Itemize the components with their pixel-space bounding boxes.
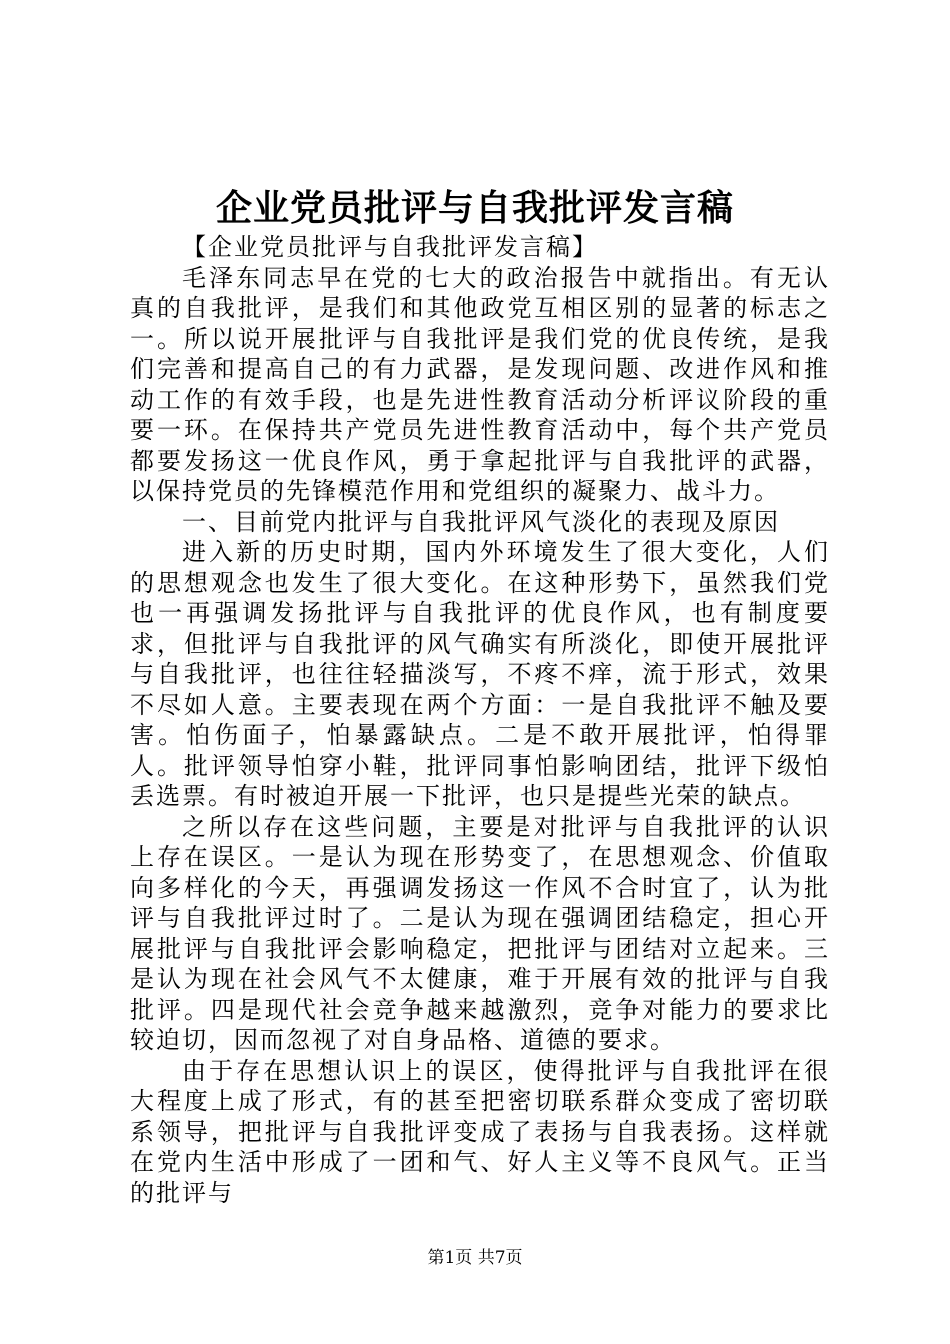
- page-number: 第1页 共7页: [427, 1248, 523, 1268]
- document-title: 企业党员批评与自我批评发言稿: [215, 187, 734, 229]
- paragraph-intro: 毛泽东同志早在党的七大的政治报告中就指出。有无认真的自我批评，是我们和其他政党互相区别的显著的标志之一。所以说开展批评与自我批评是我们党的优良传统，是我们完善和提高自己的有力武器，是发现问题、改进作风和推动工作的有效手段，也是先进性教育活动分析评议阶段的重要一环。在保持共产党员先进性教育活动中，每个共产党员都要发扬这一优良作风，勇于拿起批评与自我批评的武器，以保持党员的先锋模范作用和党组织的凝聚力、战斗力。: [130, 263, 830, 505]
- paragraph-misconceptions: 之所以存在这些问题，主要是对批评与自我批评的认识上存在误区。一是认为现在形势变了，在思想观念、价值取向多样化的今天，再强调发扬这一作风不合时宜了，认为批评与自我批评过时了。二是认为现在强调团结稳定，担心开展批评与自我批评会影响稳定，把批评与团结对立起来。三是认为现在社会风气不太健康，难于开展有效的批评与自我批评。四是现代社会竞争越来越激烈，竞争对能力的要求比较迫切，因而忽视了对自身品格、道德的要求。: [130, 812, 830, 1054]
- paragraph-new-era: 进入新的历史时期，国内外环境发生了很大变化，人们的思想观念也发生了很大变化。在这种形势下，虽然我们党也一再强调发扬批评与自我批评的优良作风，也有制度要求，但批评与自我批评的风气确实有所淡化，即使开展批评与自我批评，也往往轻描淡写，不疼不痒，流于形式，效果不尽如人意。主要表现在两个方面：一是自我批评不触及要害。怕伤面子，怕暴露缺点。二是不敢开展批评，怕得罪人。批评领导怕穿小鞋，批评同事怕影响团结，批评下级怕丢选票。有时被迫开展一下批评，也只是提些光荣的缺点。: [130, 538, 830, 810]
- section-heading-1: 一、目前党内批评与自我批评风气淡化的表现及原因: [182, 507, 780, 536]
- document-body: [130, 232, 830, 1208]
- paragraph-consequences: 由于存在思想认识上的误区，使得批评与自我批评在很大程度上成了形式，有的甚至把密切联系群众变成了密切联系领导，把批评与自我批评变成了表扬与自我表扬。这样就在党内生活中形成了一团和气、好人主义等不良风气。正当的批评与: [130, 1056, 830, 1207]
- paragraph-heading-bracket: 【企业党员批评与自我批评发言稿】: [182, 233, 598, 261]
